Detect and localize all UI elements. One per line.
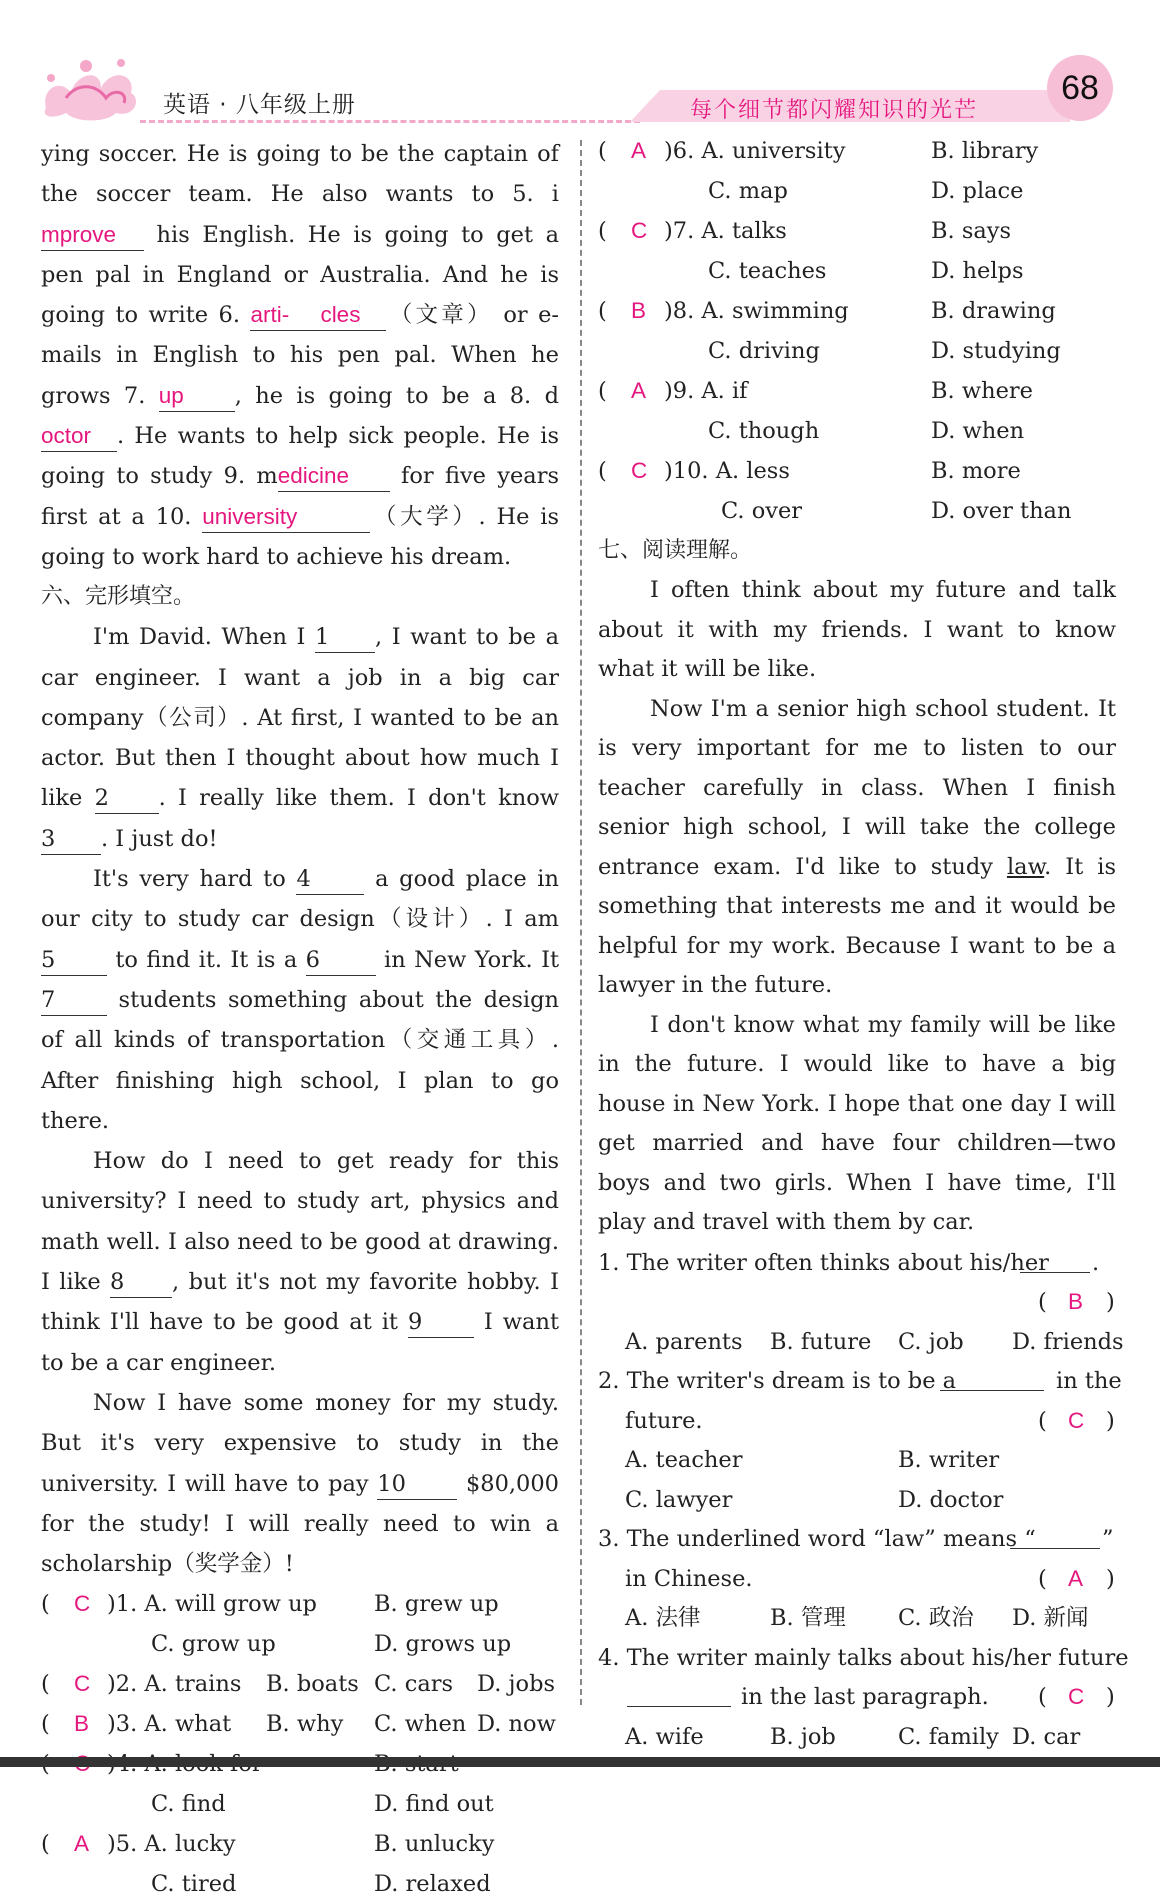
question-4-cont: in the last paragraph. (741, 1684, 989, 1710)
question-1-option-b: B. future (770, 1328, 872, 1355)
question-1-blank (1020, 1272, 1090, 1273)
question-4-option-c: C. family (898, 1723, 999, 1750)
choice-9-option-b: B. where (931, 378, 1033, 404)
choice-5-line-1 (41, 1824, 559, 1864)
choice-8-option-a: )8. A. swimming (664, 298, 849, 324)
header-dashed-divider (140, 120, 640, 123)
choice-1-option-d: D. grows up (374, 1631, 512, 1658)
column-divider (580, 140, 582, 1705)
open-paren: ( (598, 298, 607, 324)
choice-6-option-b: B. library (931, 138, 1039, 164)
cloze-paragraph-4 (41, 1383, 559, 1584)
open-paren: ( (1038, 1684, 1047, 1710)
choice-5-option-b: B. unlucky (374, 1831, 495, 1858)
passage-text: for five years first at a 10. (41, 463, 559, 530)
choice-8-answer: B (631, 298, 647, 323)
question-3-cont: in Chinese. (625, 1565, 753, 1592)
cloze-text: $80,000 for the study! I will really need to win a scholarship（奖学金）! (41, 1470, 559, 1578)
choice-9-option-a: )9. A. if (664, 378, 748, 404)
reading-paragraph-1: I often think about my future and talk about it with my friends. I want to know what it will be like. (598, 577, 1116, 682)
choice-10-option-a: )10. A. less (664, 458, 790, 484)
choice-9-line-1 (598, 371, 1116, 411)
choice-7-line-2 (598, 251, 1116, 291)
cloze-text: Now I have some money for my study. But it's very expensive to study in the university. I will have to pay (41, 1389, 559, 1497)
choice-8-line-1 (598, 291, 1116, 331)
choice-6-option-c: C. map (708, 178, 788, 204)
question-2-option-b: B. writer (898, 1447, 1000, 1473)
question-1-option-d: D. friends (1012, 1328, 1124, 1355)
passage-text: his English. He is going to get a pen pal in England or Australia. And he is going to write 6. (41, 221, 559, 329)
question-3-option-a: A. 法律 (625, 1605, 701, 1631)
cloze-text: in New York. It (375, 946, 560, 973)
question-3-option-b: B. 管理 (770, 1605, 846, 1631)
open-paren: ( (1038, 1565, 1047, 1592)
book-title: 英语 · 八年级上册 (163, 92, 356, 118)
reading-questions (598, 1243, 1129, 1757)
choice-7-option-d: D. helps (931, 258, 1024, 284)
choice-4-option-c: C. find (151, 1791, 226, 1818)
choice-1-line-2 (41, 1624, 559, 1664)
cloze-paragraph-3 (41, 1141, 559, 1383)
open-paren: ( (1038, 1289, 1047, 1315)
question-2-blank (940, 1390, 1044, 1391)
choice-5-line-2 (41, 1864, 559, 1904)
choice-7-answer: C (631, 218, 648, 243)
choice-list-1-5 (41, 1584, 559, 1904)
choice-2-option-a: )2. A. trains (107, 1671, 242, 1698)
choice-5-option-c: C. tired (151, 1871, 237, 1898)
choice-5-answer: A (74, 1831, 90, 1857)
passage-text: . He wants to help sick people. He is going to study 9. m (41, 423, 559, 490)
choice-8-line-2 (598, 331, 1116, 371)
open-paren: ( (598, 458, 607, 484)
cloze-blank-3: 3 (41, 824, 101, 855)
reading-paragraph-2 (598, 690, 1116, 1006)
choice-6-line-1 (598, 131, 1116, 171)
cloze-text: , but it's not my favorite hobby. I think I'll have to be good at it (41, 1269, 559, 1336)
reading-paragraph-3: I don't know what my family will be like in the future. I would like to have a big house in New York. I hope that one day I will get married and have four children—two boys and two girls. When I have time, I'll play and travel with them by car. (598, 1011, 1116, 1235)
question-1-options (598, 1322, 1124, 1362)
choice-1-line-1 (41, 1584, 559, 1624)
cloze-blank-6: 6 (306, 945, 376, 976)
question-2-options-2 (598, 1480, 1116, 1520)
choice-6-answer: A (631, 138, 647, 163)
choice-1-answer: C (74, 1591, 91, 1617)
cloze-text: It's very hard to (93, 866, 297, 893)
question-4-option-b: B. job (770, 1723, 836, 1750)
choice-10-answer: C (631, 458, 648, 483)
choice-8-option-d: D. studying (931, 338, 1061, 364)
choice-4-line-2 (41, 1784, 559, 1824)
choice-10-option-b: B. more (931, 458, 1021, 484)
choice-1-option-b: B. grew up (374, 1591, 499, 1618)
choice-2-option-d: D. jobs (477, 1671, 556, 1698)
choice-10-line-2 (598, 491, 1116, 531)
question-1-option-a: A. parents (625, 1328, 743, 1355)
cloze-text: a good place in our city to study car design（设计）. I am (41, 866, 559, 933)
answer-blank-6a: arti- (250, 300, 320, 331)
question-3-line (598, 1519, 1116, 1559)
cloze-text: I want to be a car engineer. (41, 1309, 559, 1376)
passage-text: （大学）. He is going to work hard to achieve his dream. (41, 503, 559, 570)
choice-3-option-b: B. why (266, 1711, 344, 1738)
question-4-options (598, 1717, 1116, 1757)
underlined-word-law: law (1006, 853, 1045, 880)
answer-blank-9: edicine (278, 461, 390, 492)
question-3-tail: ” (1102, 1526, 1114, 1552)
question-1-answer: B (1068, 1289, 1084, 1314)
question-2-option-d: D. doctor (898, 1486, 1004, 1513)
cloze-blank-4: 4 (296, 864, 364, 895)
cloze-blank-5: 5 (41, 945, 107, 976)
page-header (0, 0, 1160, 135)
slogan-text: 每个细节都闪耀知识的光芒 (690, 98, 979, 123)
answer-blank-5: mprove (41, 220, 144, 251)
question-3-option-c: C. 政治 (898, 1605, 974, 1631)
flower-ornament-icon (36, 48, 146, 123)
answer-blank-6b: cles (320, 300, 386, 331)
choice-2-option-c: C. cars (374, 1671, 454, 1698)
cloze-text: How do I need to get ready for this university? I need to study art, physics and math well. I also need to be good at drawing. I like (41, 1148, 559, 1296)
cloze-blank-1: 1 (315, 622, 375, 653)
question-1-text: 1. The writer often thinks about his/her (598, 1249, 1049, 1276)
passage-text: （文章） or e-mails in English to his pen pal. When he grows 7. (41, 302, 559, 409)
choice-1-option-c: C. grow up (151, 1631, 276, 1658)
question-1-answer-line (598, 1282, 1116, 1322)
question-1-option-c: C. job (898, 1328, 964, 1355)
choice-2-option-b: B. boats (266, 1671, 359, 1698)
question-2-cont: future. (625, 1407, 703, 1434)
choice-7-option-c: C. teaches (708, 258, 827, 284)
open-paren: ( (41, 1591, 50, 1618)
choice-3-line (41, 1704, 559, 1744)
cloze-blank-9: 9 (408, 1307, 474, 1338)
close-paren: ) (1106, 1407, 1115, 1434)
reading-text: Now I'm a senior high school student. It is very important for me to listen to our teacher carefully in class. When I finish senior high school, I will take the college entrance exam. I'd like to study (598, 695, 1116, 880)
close-paren: ) (1106, 1565, 1115, 1592)
cloze-text: , I want to be a car engineer. I want a job in a big car company（公司）. At first, I wanted to be an actor. But then I thought about how much I like (41, 624, 559, 812)
question-2-line (598, 1361, 1122, 1401)
question-4-blank (627, 1706, 731, 1707)
open-paren: ( (598, 378, 607, 404)
answer-blank-7: up (159, 381, 235, 412)
close-paren: ) (1106, 1289, 1115, 1315)
choice-3-option-a: )3. A. what (107, 1711, 232, 1738)
question-3-options (598, 1598, 1116, 1638)
answer-blank-8: octor (41, 421, 117, 452)
cloze-blank-8: 8 (110, 1267, 172, 1298)
open-paren: ( (41, 1711, 50, 1738)
cloze-paragraph-1 (41, 617, 559, 859)
page-number: 68 (1061, 69, 1099, 107)
choice-7-option-a: )7. A. talks (664, 218, 787, 244)
choice-2-line (41, 1664, 559, 1704)
question-2-cont-line (598, 1401, 1116, 1441)
open-paren: ( (598, 218, 607, 244)
question-2-options-1 (598, 1440, 1116, 1480)
question-3-answer: A (1068, 1565, 1084, 1591)
choice-10-option-c: C. over (721, 498, 803, 524)
passage-text: , he is going to be a 8. d (234, 382, 559, 409)
cloze-text: I'm David. When I (93, 624, 316, 651)
section-7-title: 七、阅读理解。 (598, 538, 753, 563)
choice-3-answer: B (74, 1711, 90, 1737)
question-1-period: . (1092, 1249, 1100, 1276)
choice-4-option-d: D. find out (374, 1791, 494, 1818)
choice-10-line-1 (598, 451, 1116, 491)
choice-6-option-d: D. place (931, 178, 1024, 204)
cloze-blank-7: 7 (41, 985, 107, 1016)
open-paren: ( (598, 138, 607, 164)
cloze-blank-2: 2 (95, 783, 159, 814)
section-6-title: 六、完形填空。 (41, 584, 196, 610)
question-3-option-d: D. 新闻 (1012, 1605, 1089, 1631)
cloze-paragraph-2 (41, 859, 559, 1141)
choice-5-option-a: )5. A. lucky (107, 1831, 236, 1858)
answer-blank-10: university (202, 502, 370, 533)
choice-9-line-2 (598, 411, 1116, 451)
question-4-option-d: D. car (1012, 1723, 1081, 1750)
question-2-option-c: C. lawyer (625, 1486, 733, 1513)
question-4-option-a: A. wife (625, 1723, 704, 1750)
question-2-answer: C (1068, 1407, 1085, 1433)
question-3-text: 3. The underlined word “law” means “ (598, 1526, 1036, 1552)
question-3-cont-line (598, 1559, 1116, 1599)
cloze-text: . I really like them. I don't know (158, 785, 559, 812)
question-3-blank (1010, 1548, 1100, 1549)
passage-5-text (41, 134, 559, 577)
open-paren: ( (1038, 1407, 1047, 1434)
choice-7-option-b: B. says (931, 218, 1012, 244)
choice-6-option-a: )6. A. university (664, 138, 846, 164)
question-4-text: 4. The writer mainly talks about his/her future (598, 1644, 1129, 1671)
cloze-text: . I just do! (101, 825, 218, 852)
question-2-text: 2. The writer's dream is to be a (598, 1368, 957, 1394)
question-2-tail: in the (1056, 1368, 1122, 1394)
close-paren: ) (1106, 1684, 1115, 1710)
choice-3-option-c: C. when (374, 1711, 467, 1738)
cloze-text: students something about the design of all kinds of transportation（交通工具）. After finishing high school, I plan to go there. (41, 986, 559, 1134)
cloze-text: to find it. It is a (107, 946, 306, 973)
choice-5-option-d: D. relaxed (374, 1871, 491, 1898)
open-paren: ( (41, 1831, 50, 1858)
reading-text: . It is something that interests me and it would be helpful for my work. Because I want to be a lawyer in the future. (598, 853, 1116, 998)
choice-8-option-b: B. drawing (931, 298, 1056, 324)
choice-1-option-a: )1. A. will grow up (107, 1591, 317, 1618)
left-column (41, 134, 559, 1904)
choice-6-line-2 (598, 171, 1116, 211)
cloze-blank-10: 10 (377, 1469, 457, 1500)
question-4-cont-line (598, 1677, 1116, 1717)
question-4-answer: C (1068, 1684, 1085, 1709)
bottom-edge-bar (0, 1757, 1160, 1767)
choice-9-option-c: C. though (708, 418, 820, 444)
choice-list-6-10 (598, 131, 1116, 531)
choice-2-answer: C (74, 1671, 91, 1697)
choice-10-option-d: D. over than (931, 498, 1072, 524)
right-column (598, 131, 1129, 1756)
choice-3-option-d: D. now (477, 1711, 556, 1738)
choice-9-option-d: D. when (931, 418, 1025, 444)
passage-text: ying soccer. He is going to be the captain of the soccer team. He also wants to 5. i (41, 141, 559, 208)
choice-7-line-1 (598, 211, 1116, 251)
question-1-line (598, 1243, 1116, 1283)
choice-8-option-c: C. driving (708, 338, 820, 364)
open-paren: ( (41, 1671, 50, 1698)
choice-9-answer: A (631, 378, 647, 403)
question-4-line (598, 1638, 1129, 1678)
question-2-option-a: A. teacher (625, 1447, 743, 1473)
